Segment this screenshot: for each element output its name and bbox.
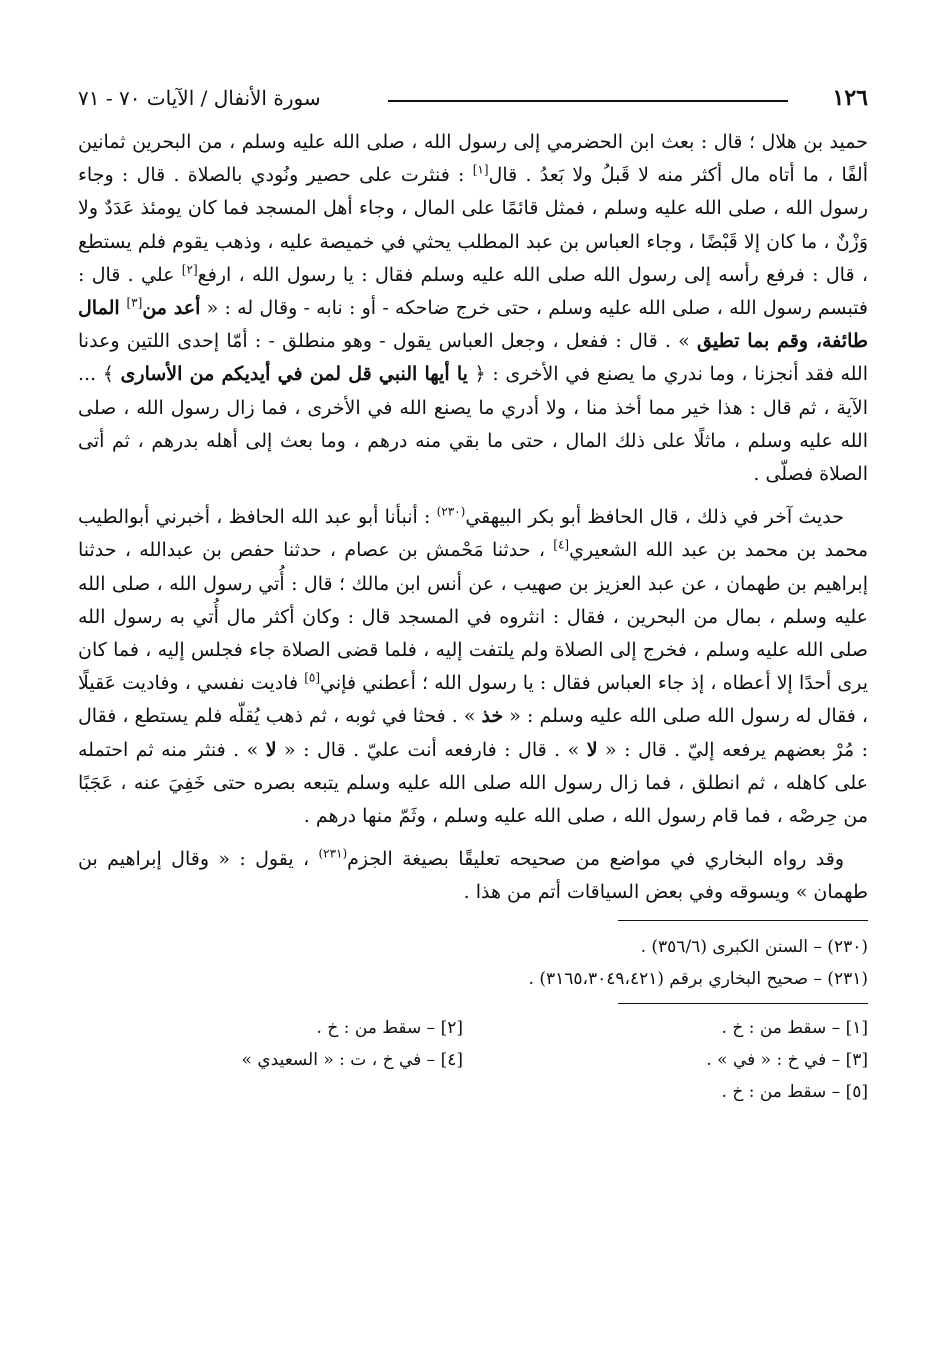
- note-marker: [٥]: [304, 670, 321, 685]
- text-run: : فنثرت على حصير ونُودي بالصلاة . قال : وجاء رسول الله ، صلى الله عليه وسلم ، فمثل قائمًا على المال ، وجاء أهل المسجد فما كان يومئذ عَدَدٌ ولا وَزْنٌ ، ما كان إلا قَبْضًا ، وجاء العباس بن عبد المطلب يحثي في خميصة عليه ، وذهب يقوم فلم يستطع ، قال : فرفع رأسه إلى رسول الله صلى الله عليه وسلم فقال : يا رسول الله ، ارفع: [78, 164, 868, 286]
- bold-quote: يا أيها النبي قل لمن في أيديكم من الأسارى: [120, 363, 468, 386]
- page: [78, 80, 868, 1320]
- paragraph-1: [78, 126, 868, 491]
- editor-note-5: [٥] – سقط من : خ .: [721, 1081, 868, 1102]
- text-run: » . فنثر منه ثم احتمله على كاهله ، ثم انطلق ، فما زال رسول الله صلى الله عليه وسلم يتبعه بصره حتى خَفِيَ عنه ، عَجَبًا من حِرصْه ، فما قام رسول الله ، صلى الله عليه وسلم ، وثَمّ منها درهم .: [78, 738, 868, 828]
- text-run: وقد رواه البخاري في مواضع من صحيحه تعليقًا بصيغة الجزم: [347, 848, 844, 871]
- text-run: فاديت نفسي ، وفاديت عَقيلًا ، فقال له رسول الله صلى الله عليه وسلم : «: [78, 672, 868, 728]
- bold-quote: لا: [586, 738, 598, 761]
- text-run: ، يقول : « وقال إبراهيم بن طهمان » ويسوقه وفي بعض السياقات أتم من هذا .: [78, 848, 868, 904]
- paragraph-2: [78, 501, 868, 833]
- text-run: : أنبأنا أبو عبد الله الحافظ ، أخبرني أبوالطيب محمد بن محمد بن عبد الله الشعيري: [78, 506, 868, 562]
- note-marker: [٣]: [126, 295, 143, 310]
- note-marker: [١]: [472, 162, 489, 177]
- note-marker: (٢٣٠): [436, 504, 466, 519]
- footnote-231: (٢٣١) – صحيح البخاري برقم (٣١٦٥،٣٠٤٩،٤٢١) .: [528, 968, 868, 989]
- bold-quote: خذ: [481, 705, 504, 728]
- running-title: سورة الأنفال / الآيات ٧٠ - ٧١: [78, 86, 321, 110]
- paragraph-3: [78, 843, 868, 909]
- note-marker: [٤]: [553, 538, 570, 553]
- editor-note-4: [٤] – في خ ، ت : « السعيدي »: [241, 1049, 463, 1070]
- text-run: حميد بن هلال ؛ قال : بعث ابن الحضرمي إلى رسول الله ، صلى الله عليه وسلم ، من البحرين ثمانين ألفًا ، ما أتاه مال أكثر منه لا قَبلُ ولا بَعدُ . قال: [78, 131, 869, 187]
- text-run: ﴾ ... الآية ، ثم قال : هذا خير مما أخذ منا ، ولا أدري ما يصنع الله في الأخرى ، فما زال رسول الله ، صلى الله عليه وسلم ، ماثلًا على ذلك المال ، حتى ما بقي منه درهم ، وما بعث إلى أهله بدرهم ، ثم أتى الصلاة فصلّى .: [78, 363, 868, 486]
- body-text: [78, 126, 868, 910]
- note-marker: (٢٣١): [318, 846, 348, 861]
- bold-quote: المال طائفة، وقم بما تطيق: [78, 297, 868, 353]
- editor-note-2: [٢] – سقط من : خ .: [316, 1017, 463, 1038]
- text-run: علي . قال : فتبسم رسول الله ، صلى الله عليه وسلم ، حتى خرج ضاحكه - أو : نابه - وقال له : «: [78, 263, 868, 320]
- page-number: ١٢٦: [832, 85, 868, 111]
- text-run: ، حدثنا مَحْمش بن عصام ، حدثنا حفص بن عبدالله ، حدثنا إبراهيم بن طهمان ، عن عبد العزيز بن صهيب ، عن أنس ابن مالك ؛ قال : أُتي رسول الله ، صلى الله عليه وسلم ، بمال من البحرين ، فقال : انثروه في المسجد قال : وكان أكثر مال أُتي به رسول الله صلى الله عليه وسلم ، فخرج إلى الصلاة ولم يلتفت إليه ، فلما قضى الصلاة جاء فجلس إليه ، فما كان يرى أحدًا إلا أعطاه ، إذ جاء العباس فقال : يا رسول الله ؛ أعطني فإني: [78, 539, 869, 695]
- text-run: » . قال : فارفعه أنت عليّ . قال : «: [276, 738, 587, 761]
- footnote-230: (٢٣٠) – السنن الكبرى (٣٥٦/٦) .: [640, 936, 868, 957]
- editor-notes-rule: [618, 1003, 868, 1004]
- note-marker: [٢]: [181, 262, 198, 277]
- bold-quote: لا: [265, 738, 277, 761]
- text-run: » . فحثا في ثوبه ، ثم ذهب يُقلّه فلم يستطع ، فقال : مُرْ بعضهم يرفعه إليّ . قال : «: [78, 705, 868, 761]
- text-run: حديث آخر في ذلك ، قال الحافظ أبو بكر البيهقي: [465, 506, 844, 529]
- editor-notes: [78, 1012, 868, 1108]
- bold-quote: أعد من: [142, 297, 201, 320]
- editor-note-3: [٣] – في خ : « في » .: [706, 1049, 868, 1070]
- page-header: [78, 80, 868, 116]
- header-rule: [388, 100, 788, 102]
- editor-note-1: [١] – سقط من : خ .: [721, 1017, 868, 1038]
- footnote-rule: [618, 920, 868, 921]
- text-run: » . قال : ففعل ، وجعل العباس يقول - وهو منطلق - : أمّا إحدى اللتين وعدنا الله فقد أنجزنا ، وما ندري ما يصنع في الأخرى : ﴿: [78, 330, 868, 386]
